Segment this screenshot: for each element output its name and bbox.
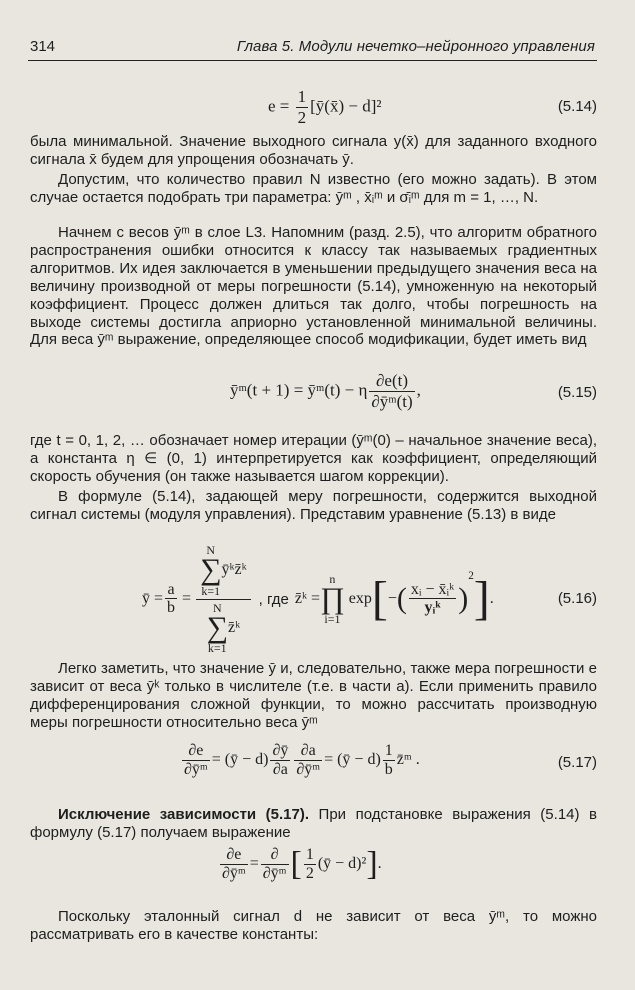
product-icon: ∏ [320,581,345,615]
eq-u-eq: = [249,855,259,873]
eq-u-f2 [261,846,289,883]
eq-5-16-prod-bot: i=1 [324,612,341,627]
eq-5-16-prod-top: n [329,571,336,586]
eq-u-f1 [220,846,248,883]
paragraph-3: Начнем с весов ȳᵐ в слое L3. Напомним (разд. 2.5), что алгоритм обратного распространения ошибки относится к классу так называемых градиентных алгоритмов. Их идея заключается в уменьшении предыдущего значения веса на величину производной от меры погрешности (5.14), умноженную на некоторый коэффициент. Процесс должен длиться так долго, чтобы погрешность на выходе системы достигла априорно установленной минимальной величины. Для веса ȳᵐ выражение, определяющее способ модификации, будет иметь вид [30,224,597,349]
equation-unnumbered [30,846,597,896]
left-paren-icon: ( [396,582,407,615]
eq-5-15-lhs: ȳᵐ(t + 1) = ȳᵐ(t) − η [230,380,368,400]
running-title: Глава 5. Модули нечетко–нейронного управления [236,38,595,55]
eq-5-16-inner-den: yᵢᵏ [424,599,441,617]
eq-5-16-ybar: ȳ = [142,590,164,607]
eq-5-14-den: 2 [297,107,307,127]
eq-u-f3 [304,846,316,883]
eq-5-16-big-frac [196,544,251,654]
header-rule [28,60,597,61]
eq-5-17-n1: ∂e [182,742,210,761]
eq-5-14-rhs: [ȳ(x̄) − d]² [310,96,382,116]
equation-5-16 [30,540,597,658]
eq-5-17-n3: ∂a [294,742,322,761]
equation-5-14 [30,88,597,128]
eq-5-15-frac [369,372,414,411]
eq-5-16-den-term: z̄ᵏ [227,618,241,636]
eq-5-17-f2 [270,742,290,779]
eq-5-17-mid1: = (ȳ − d) [211,751,269,769]
eq-5-17-f1 [182,742,210,779]
eq-number-5-16: (5.16) [557,590,597,607]
eq-5-17-n4: 1 [384,742,393,759]
left-bracket-icon: [ [371,572,388,625]
eq-number-5-14: (5.14) [557,98,597,115]
eq-5-14-lhs: e = [268,96,294,116]
eq-5-16-prod [320,573,345,626]
right-bracket-icon: ] [473,572,490,625]
eq-5-17-tail: z̄ᵐ . [396,751,420,769]
eq-number-5-17: (5.17) [557,754,597,771]
eq-5-16-num-sum-bot: k=1 [201,583,221,598]
paragraph-6: Легко заметить, что значение ȳ и, следовательно, также мера погрешности e зависит от веса ȳᵏ только в числителе (т.е. в части a). Если применить правило дифференцирования сложной функции, то можно рассчитать производную меры погрешности относительно веса ȳᵐ [30,660,597,731]
eq-u-d1: ∂ȳᵐ [222,864,246,882]
paragraph-2: Допустим, что количество правил N известно (его можно задать). В этом случае остается подобрать три параметра: ȳᵐ , x̄ᵢᵐ и σ̄ᵢᵐ для m = 1, …, N. [30,171,597,206]
eq-5-16-num-sum-top: N [206,543,216,557]
right-bracket-icon: ] [366,845,378,883]
eq-u-d2: ∂ȳᵐ [262,864,287,882]
sigma-icon: ∑ [206,610,228,644]
eq-5-17-d1: ∂ȳᵐ [184,760,208,778]
eq-5-17-d2: ∂a [272,760,288,778]
eq-u-n1: ∂e [220,846,248,865]
minus-sign: − [387,590,397,607]
sigma-icon: ∑ [200,553,222,586]
eq-5-17-d3: ∂ȳᵐ [296,760,321,778]
eq-5-16-num-term: ȳᵏz̄ᵏ [221,560,247,578]
eq-u-body: (ȳ − d)² [317,855,367,873]
equation-5-17 [30,742,597,786]
paragraph-5: В формуле (5.14), задающей меру погрешности, содержится выходной сигнал системы (модуля управления). Представим уравнение (5.13) в виде [30,488,597,523]
eq-5-14-half [296,88,309,127]
eq-5-16-equals: = [182,590,192,607]
eq-5-15-num: ∂e(t) [369,372,414,392]
left-bracket-icon: [ [290,845,302,883]
eq-u-d3: 2 [305,864,314,882]
eq-5-14-num: 1 [297,87,307,106]
eq-u-n2: ∂ [261,846,289,865]
eq-5-16-where: , где [258,590,289,608]
eq-5-17-n2: ∂ȳ [272,742,289,759]
eq-5-15-tail: , [416,380,421,400]
eq-5-16-den-sum-top: N [212,600,222,615]
eq-5-16-dot: . [489,590,494,607]
right-paren-icon: ) [458,582,469,615]
eq-5-16-inner-num: xᵢ − x̄ᵢᵏ [410,580,455,598]
paragraph-1: была минимальной. Значение выходного сигнала y(x̄) для заданного входного сигнала x̄ будем для упрощения обозначать ȳ. [30,133,597,168]
eq-number-5-15: (5.15) [557,384,597,401]
eq-u-tail: . [377,855,382,873]
eq-5-17-f3 [294,742,322,779]
eq-5-16-num-sum [200,544,221,597]
page-header [0,0,635,60]
paragraph-8: Поскольку эталонный сигнал d не зависит от веса ȳᵐ, то можно рассматривать его в качестве константы: [30,908,597,943]
eq-5-16-a: a [165,581,177,600]
eq-5-15-den: ∂ȳᵐ(t) [371,391,413,411]
paragraph-4: где t = 0, 1, 2, … обозначает номер итерации (ȳᵐ(0) – начальное значение веса), а константа η ∈ (0, 1) интерпретируется как коэффициент, определяющий скорость обучения (он также называется шагом коррекции). [30,432,597,485]
eq-5-17-f4 [383,742,395,779]
eq-u-n3: 1 [305,846,314,863]
equation-5-15 [30,372,597,418]
eq-5-16-ab [165,581,177,618]
eq-5-16-den-sum-bot: k=1 [207,641,227,655]
page-number: 314 [30,38,56,55]
eq-5-16-square: 2 [468,570,474,582]
paragraph-7-rest: При подстановке выражения (5.14) в формулу (5.17) получаем выражение [30,806,597,841]
eq-5-16-den-sum [207,602,228,655]
eq-5-16-zk: z̄ᵏ = [294,590,321,607]
eq-5-16-inner-frac [409,581,456,618]
eq-5-17-d4: b [384,760,393,778]
paragraph-7-bold: Исключение зависимости (5.17). [58,806,310,823]
eq-5-17-mid2: = (ȳ − d) [324,751,381,769]
eq-5-16-b: b [167,599,176,617]
eq-5-16-exp: exp [348,590,372,607]
paragraph-7 [30,806,597,842]
